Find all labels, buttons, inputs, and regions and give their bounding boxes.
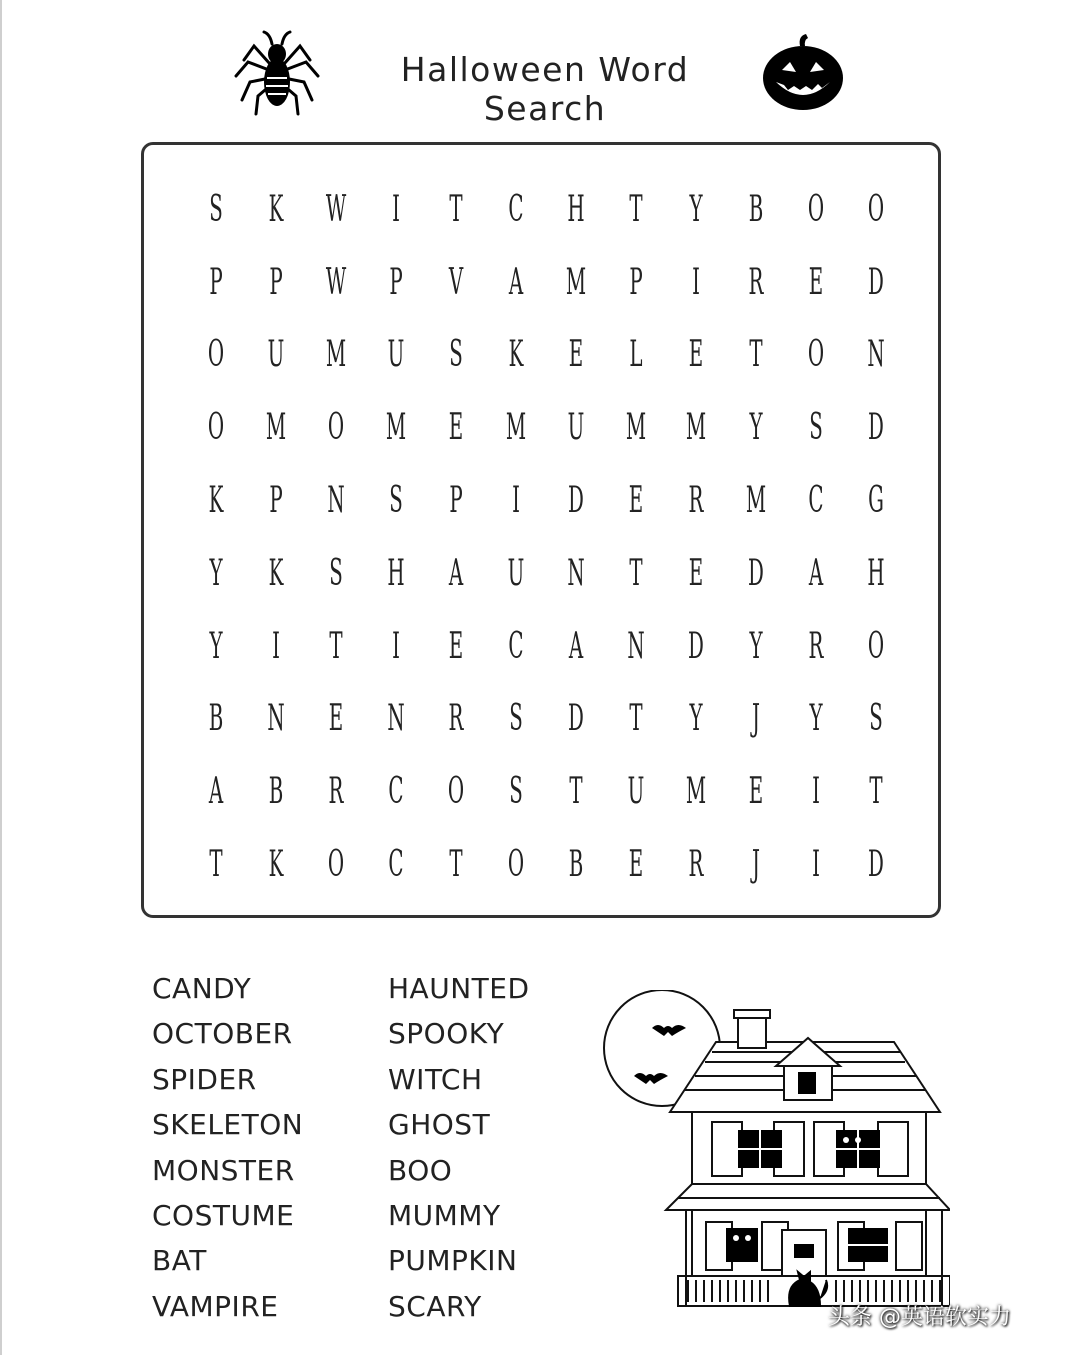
grid-letter: E (688, 334, 704, 376)
grid-letter: I (392, 625, 400, 667)
grid-letter: M (325, 334, 347, 376)
grid-letter: U (387, 334, 405, 376)
grid-letter: T (629, 552, 643, 594)
word-list-column-2 (388, 966, 530, 1329)
header (0, 0, 1080, 130)
grid-letter: I (812, 771, 820, 813)
grid-letter: N (567, 552, 585, 594)
grid-letter: N (627, 625, 645, 667)
grid-letter: Y (749, 625, 763, 667)
grid-letter: R (808, 625, 824, 667)
grid-letter: Y (809, 698, 823, 740)
word-list-item: SPIDER (152, 1062, 257, 1096)
grid-letter: K (268, 844, 284, 886)
grid-letter: E (688, 552, 704, 594)
grid-letter: M (685, 771, 707, 813)
grid-letter: K (268, 552, 284, 594)
grid-letter: S (209, 188, 223, 230)
word-list-item: CANDY (152, 972, 252, 1005)
grid-letter: O (447, 771, 465, 813)
grid-letter: R (748, 261, 764, 303)
word-list-item: SKELETON (152, 1108, 304, 1142)
grid-letter: G (868, 480, 884, 522)
grid-letter: A (208, 771, 224, 813)
grid-letter: M (745, 480, 767, 522)
grid-letter: U (267, 334, 285, 376)
grid-letter: P (269, 480, 283, 522)
grid-letter: U (567, 407, 585, 449)
grid-letter: B (568, 844, 584, 886)
grid-letter: A (568, 625, 584, 667)
grid-letter: R (688, 844, 704, 886)
grid-letter: I (392, 188, 400, 230)
grid-letter: Y (689, 188, 703, 230)
grid-letter: M (685, 407, 707, 449)
grid-letter: S (509, 771, 523, 813)
grid-letter: B (268, 771, 284, 813)
grid-letter: S (449, 334, 463, 376)
grid-letter: P (389, 261, 403, 303)
grid-letter: N (867, 334, 885, 376)
grid-letter: E (448, 625, 464, 667)
grid-letter: E (448, 407, 464, 449)
grid-letter: N (267, 698, 285, 740)
grid-letter: O (867, 625, 885, 667)
grid-letter: M (625, 407, 647, 449)
grid-letter: T (569, 771, 583, 813)
page-title: Halloween Word Search (400, 50, 690, 128)
grid-letter: S (329, 552, 343, 594)
grid-letter: H (867, 552, 885, 594)
grid-letter: H (387, 552, 405, 594)
grid-letter: O (807, 334, 825, 376)
grid-letter: E (628, 844, 644, 886)
word-search-grid (186, 173, 906, 903)
grid-letter: T (449, 844, 463, 886)
grid-letter: D (868, 844, 884, 886)
grid-letter: W (325, 188, 347, 230)
grid-letter: K (268, 188, 284, 230)
word-list-item: MONSTER (152, 1153, 295, 1187)
spider-icon (232, 26, 322, 116)
haunted-house-illustration (600, 990, 950, 1320)
grid-letter: K (508, 334, 524, 376)
grid-letter: N (387, 698, 405, 740)
grid-letter: Y (749, 407, 763, 449)
grid-letter: U (507, 552, 525, 594)
grid-letter: E (748, 771, 764, 813)
grid-letter: E (328, 698, 344, 740)
grid-letter: M (505, 407, 527, 449)
grid-letter: S (509, 698, 523, 740)
grid-letter: B (748, 188, 764, 230)
word-list-item: SPOOKY (388, 1017, 505, 1051)
grid-letter: O (327, 407, 345, 449)
grid-letter: E (808, 261, 824, 303)
grid-letter: P (629, 261, 643, 303)
grid-letter: C (388, 844, 404, 886)
grid-letter: C (508, 188, 524, 230)
grid-letter: S (809, 407, 823, 449)
grid-letter: Y (689, 698, 703, 740)
page-edge (0, 0, 2, 1355)
grid-letter: P (269, 261, 283, 303)
word-list-item: PUMPKIN (388, 1244, 518, 1278)
grid-letter: D (568, 480, 584, 522)
grid-letter: C (388, 771, 404, 813)
grid-letter: U (627, 771, 645, 813)
grid-letter: V (448, 261, 464, 303)
word-list-column-1 (152, 966, 303, 1329)
jack-o-lantern-icon (760, 32, 846, 112)
grid-letter: M (565, 261, 587, 303)
grid-letter: M (265, 407, 287, 449)
word-list-item: BAT (152, 1244, 207, 1278)
grid-letter: T (329, 625, 343, 667)
grid-letter: C (508, 625, 524, 667)
grid-letter: N (327, 480, 345, 522)
grid-letter: W (325, 261, 347, 303)
grid-letter: M (385, 407, 407, 449)
grid-letter: T (629, 188, 643, 230)
grid-letter: I (512, 480, 520, 522)
grid-letter: T (449, 188, 463, 230)
grid-letter: K (208, 480, 224, 522)
grid-letter: O (327, 844, 345, 886)
grid-letter: T (209, 844, 223, 886)
grid-letter: R (688, 480, 704, 522)
grid-letter: D (748, 552, 764, 594)
grid-letter: H (567, 188, 585, 230)
grid-letter: I (272, 625, 280, 667)
grid-letter: O (507, 844, 525, 886)
grid-letter: A (448, 552, 464, 594)
grid-letter: D (868, 407, 884, 449)
word-list-item: HAUNTED (388, 972, 530, 1005)
watermark: 头条 @英语软实力 (828, 1305, 1011, 1330)
grid-letter: P (209, 261, 223, 303)
grid-letter: O (207, 407, 225, 449)
grid-letter: J (752, 698, 760, 740)
grid-letter: S (389, 480, 403, 522)
word-list-item: GHOST (388, 1108, 491, 1142)
word-list-item: COSTUME (152, 1198, 295, 1232)
grid-letter: I (812, 844, 820, 886)
grid-letter: O (207, 334, 225, 376)
word-list-item: OCTOBER (152, 1017, 293, 1051)
grid-letter: R (328, 771, 344, 813)
grid-letter: Y (209, 552, 223, 594)
grid-letter: Y (209, 625, 223, 667)
grid-letter: T (869, 771, 883, 813)
word-list-item: MUMMY (388, 1198, 501, 1232)
word-list-item: SCARY (388, 1289, 482, 1323)
grid-letter: D (568, 698, 584, 740)
grid-letter: O (867, 188, 885, 230)
grid-letter: L (629, 334, 643, 376)
grid-letter: E (568, 334, 584, 376)
grid-letter: R (448, 698, 464, 740)
grid-letter: E (628, 480, 644, 522)
grid-letter: D (688, 625, 704, 667)
grid-letter: A (808, 552, 824, 594)
grid-letter: B (208, 698, 224, 740)
word-list-item: VAMPIRE (152, 1289, 279, 1323)
grid-letter: J (752, 844, 760, 886)
grid-letter: P (449, 480, 463, 522)
grid-letter: O (807, 188, 825, 230)
grid-letter: T (749, 334, 763, 376)
grid-letter: T (629, 698, 643, 740)
grid-letter: C (808, 480, 824, 522)
grid-letter: D (868, 261, 884, 303)
word-list-item: BOO (388, 1153, 453, 1187)
grid-letter: S (869, 698, 883, 740)
word-list-item: WITCH (388, 1062, 483, 1096)
grid-letter: I (692, 261, 700, 303)
grid-letter: A (508, 261, 524, 303)
